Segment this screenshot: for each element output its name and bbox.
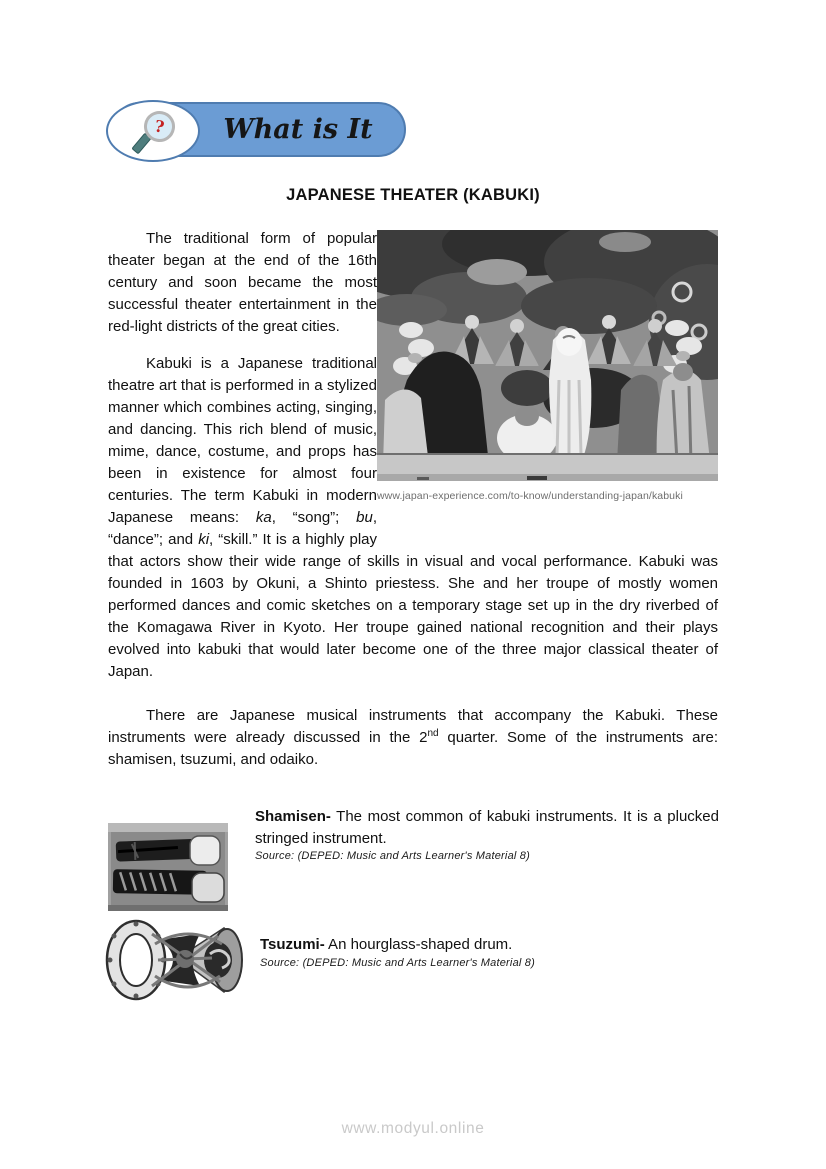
tsuzumi-source: Source: (DEPED: Music and Arts Learner's Material 8) <box>260 956 535 969</box>
article-body <box>108 228 718 771</box>
paragraph-instruments-intro: There are Japanese musical instruments that accompany the Kabuki. These instruments were already discussed in the 2nd quarter. Some of the instruments are: shamisen, tsuzumi, and odaiko. <box>108 707 719 768</box>
shamisen-description: Shamisen- The most common of kabuki instruments. It is a plucked stringed instrument. <box>255 808 719 847</box>
tsuzumi-drawing <box>100 912 252 1009</box>
shamisen-photo <box>108 823 228 911</box>
tsuzumi-description: Tsuzumi- An hourglass-shaped drum. <box>260 936 513 953</box>
kabuki-figure <box>377 230 718 507</box>
tsuzumi-entry <box>260 934 720 970</box>
question-mark-glyph: ? <box>153 116 166 137</box>
footer-watermark: www.modyul.online <box>341 1120 485 1137</box>
badge-ellipse <box>106 100 200 162</box>
page-title: JAPANESE THEATER (KABUKI) <box>286 186 540 204</box>
kabuki-photo-caption: www.japan-experience.com/to-know/understanding-japan/kabuki <box>377 490 683 502</box>
kabuki-stage-photo <box>377 230 718 481</box>
shamisen-entry <box>255 806 719 863</box>
badge-title: What is It <box>223 114 373 145</box>
shamisen-source: Source: (DEPED: Music and Arts Learner's Material 8) <box>255 850 530 862</box>
magnifier-question-icon <box>133 111 177 155</box>
paragraph-kabuki: Kabuki is a Japanese traditional theatre art that is performed in a stylized manner which combines acting, singing, and dancing. This rich blend of music, mime, dance, costume, and props has been in existence for almost four centuries. The term Kabuki in modern Japanese means: ka, “song”; bu, “dance”; and ki, “skill.” It is a highly play that actors show their wide range of skills in visual and vocal performance. Kabuki was founded in 1603 by Okuni, a Shinto priestess. She and her troupe of mostly women performed dances and comic sketches on a temporary stage set up in the dry riverbed of the Komagawa River in Kyoto. Her troupe gained national recognition and their plays evolved into kabuki that would later become one of the three major classical theater of Japan. <box>108 355 718 680</box>
tsuzumi-name: Tsuzumi- <box>260 936 325 953</box>
article <box>108 186 718 786</box>
what-is-it-badge <box>106 100 408 162</box>
paragraph-intro: The traditional form of popular theater began at the end of the 16th century and soon became the most successful theater entertainment in the red-light districts of the great cities. <box>108 230 377 335</box>
shamisen-name: Shamisen- <box>255 808 331 825</box>
